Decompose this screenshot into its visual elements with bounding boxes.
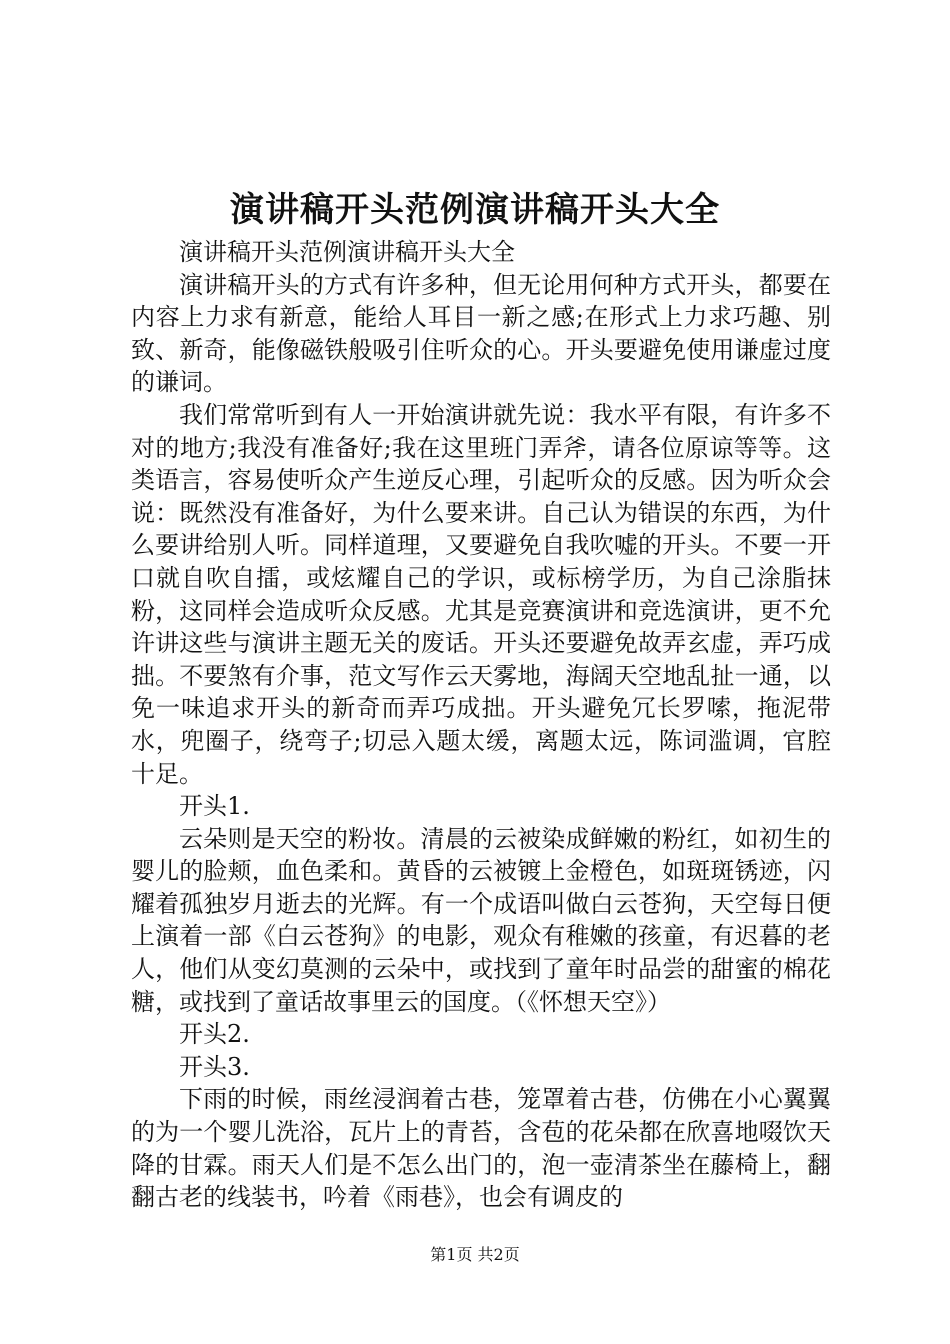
paragraph-subtitle: 演讲稿开头范例演讲稿开头大全 — [179, 238, 515, 266]
paragraph-example-1: 云朵则是天空的粉妆。清晨的云被染成鲜嫩的粉红，如初生的婴儿的脸颊，血色柔和。黄昏的云被镀上金橙色，如斑斑锈迹，闪耀着孤独岁月逝去的光辉。有一个成语叫做白云苍狗，天空每日便上演着一部《白云苍狗》的电影，观众有稚嫩的孩童，有迟暮的老人，他们从变幻莫测的云朵中，或找到了童年时品尝的甜蜜的棉花糖，或找到了童话故事里云的国度。（《怀想天空》） — [131, 824, 831, 1016]
paragraph-heading-3: 开头3. — [179, 1052, 250, 1081]
paragraph-avoid: 我们常常听到有人一开始演讲就先说：我水平有限，有许多不对的地方;我没有准备好;我在这里班门弄斧，请各位原谅等等。这类语言，容易使听众产生逆反心理，引起听众的反感。因为听众会说：既然没有准备好，为什么要来讲。自己认为错误的东西，为什么要讲给别人听。同样道理，又要避免自我吹嘘的开头。不要一开口就自吹自擂，或炫耀自己的学识，或标榜学历，为自己涂脂抹粉，这同样会造成听众反感。尤其是竞赛演讲和竞选演讲，更不允许讲这些与演讲主题无关的废话。开头还要避免故弄玄虚，弄巧成拙。不要煞有介事，范文写作云天雾地，海阔天空地乱扯一通，以免一味追求开头的新奇而弄巧成拙。开头避免冗长罗嗦，拖泥带水，兜圈子，绕弯子;切忌入题太缓，离题太远，陈词滥调，官腔十足。 — [131, 400, 831, 788]
paragraph-intro: 演讲稿开头的方式有许多种，但无论用何种方式开头，都要在内容上力求有新意，能给人耳目一新之感;在形式上力求巧趣、别致、新奇，能像磁铁般吸引住听众的心。开头要避免使用谦虚过度的谦词。 — [131, 270, 831, 397]
paragraph-heading-1: 开头1. — [179, 792, 250, 821]
document-title: 演讲稿开头范例演讲稿开头大全 — [230, 190, 720, 230]
document-body — [131, 236, 831, 1214]
page-footer: 第1页 共2页 — [430, 1245, 520, 1264]
paragraph-example-3: 下雨的时候，雨丝浸润着古巷，笼罩着古巷，仿佛在小心翼翼的为一个婴儿洗浴，瓦片上的青苔，含苞的花朵都在欣喜地啜饮天降的甘霖。雨天人们是不怎么出门的，泡一壶清茶坐在藤椅上，翻翻古老的线装书，吟着《雨巷》，也会有调皮的 — [131, 1085, 831, 1212]
paragraph-heading-2: 开头2. — [179, 1020, 250, 1049]
